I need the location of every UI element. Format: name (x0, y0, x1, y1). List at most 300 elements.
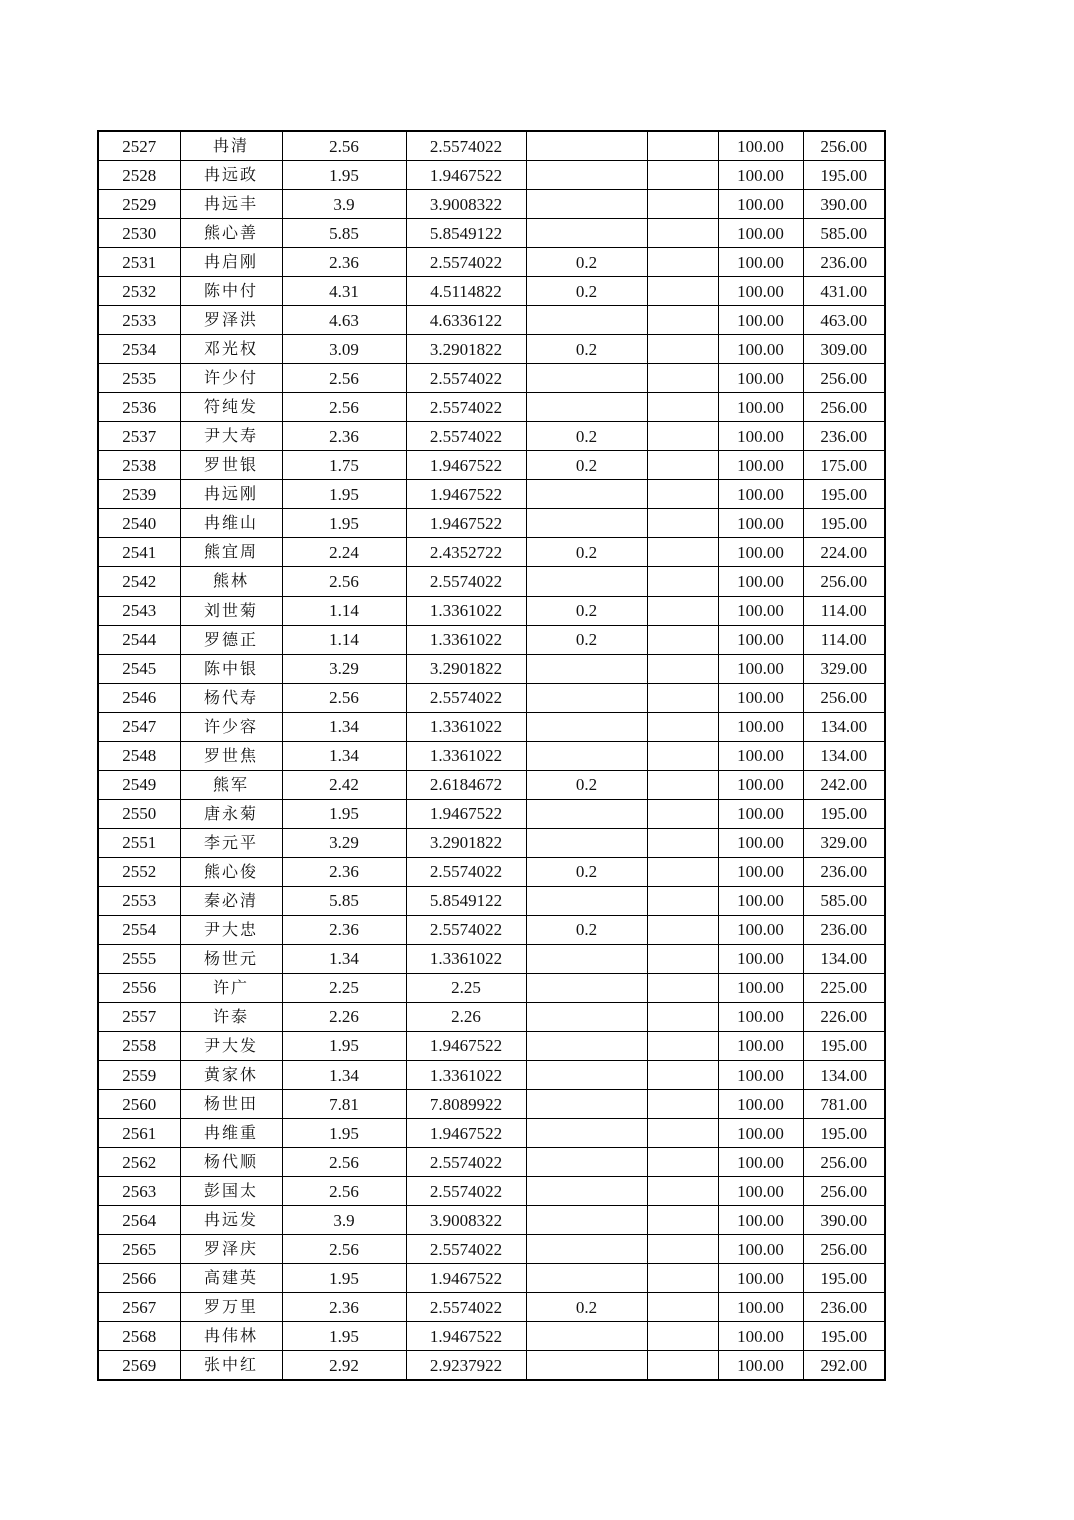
rate-cell: 100.00 (718, 190, 803, 219)
rate-cell: 100.00 (718, 131, 803, 161)
row-number-cell: 2562 (98, 1148, 180, 1177)
blank-cell (647, 1090, 718, 1119)
blank-cell (647, 1235, 718, 1264)
area-cell: 2.24 (282, 538, 406, 567)
adjustment-cell (526, 1177, 647, 1206)
area-cell: 3.29 (282, 654, 406, 683)
row-number-cell: 2557 (98, 1002, 180, 1031)
table-row (98, 915, 885, 944)
adjustment-cell (526, 1351, 647, 1381)
blank-cell (647, 1293, 718, 1322)
name-cell: 冉远刚 (180, 480, 282, 509)
row-number-cell: 2527 (98, 131, 180, 161)
row-number-cell: 2546 (98, 683, 180, 712)
row-number-cell: 2555 (98, 944, 180, 973)
amount-cell: 256.00 (803, 567, 885, 596)
table-row (98, 393, 885, 422)
blank-cell (647, 1061, 718, 1090)
measured-area-cell: 2.5574022 (406, 393, 526, 422)
blank-cell (647, 131, 718, 161)
row-number-cell: 2529 (98, 190, 180, 219)
adjustment-cell (526, 1235, 647, 1264)
blank-cell (647, 393, 718, 422)
name-cell: 杨代顺 (180, 1148, 282, 1177)
name-cell: 尹大寿 (180, 422, 282, 451)
blank-cell (647, 625, 718, 654)
table-row (98, 1264, 885, 1293)
rate-cell: 100.00 (718, 886, 803, 915)
row-number-cell: 2528 (98, 161, 180, 190)
name-cell: 冉维山 (180, 509, 282, 538)
measured-area-cell: 1.3361022 (406, 741, 526, 770)
name-cell: 符纯发 (180, 393, 282, 422)
name-cell: 张中红 (180, 1351, 282, 1381)
row-number-cell: 2553 (98, 886, 180, 915)
amount-cell: 226.00 (803, 1002, 885, 1031)
blank-cell (647, 712, 718, 741)
adjustment-cell: 0.2 (526, 248, 647, 277)
table-row (98, 741, 885, 770)
amount-cell: 292.00 (803, 1351, 885, 1381)
name-cell: 陈中付 (180, 277, 282, 306)
blank-cell (647, 1002, 718, 1031)
table-row (98, 1090, 885, 1119)
row-number-cell: 2554 (98, 915, 180, 944)
area-cell: 2.56 (282, 131, 406, 161)
row-number-cell: 2540 (98, 509, 180, 538)
row-number-cell: 2564 (98, 1206, 180, 1235)
amount-cell: 236.00 (803, 248, 885, 277)
row-number-cell: 2563 (98, 1177, 180, 1206)
blank-cell (647, 1206, 718, 1235)
row-number-cell: 2569 (98, 1351, 180, 1381)
table-row (98, 654, 885, 683)
table-row (98, 1322, 885, 1351)
adjustment-cell (526, 219, 647, 248)
rate-cell: 100.00 (718, 1148, 803, 1177)
name-cell: 秦必清 (180, 886, 282, 915)
area-cell: 7.81 (282, 1090, 406, 1119)
row-number-cell: 2530 (98, 219, 180, 248)
amount-cell: 236.00 (803, 857, 885, 886)
adjustment-cell: 0.2 (526, 277, 647, 306)
blank-cell (647, 1322, 718, 1351)
area-cell: 1.95 (282, 480, 406, 509)
name-cell: 唐永菊 (180, 799, 282, 828)
rate-cell: 100.00 (718, 1119, 803, 1148)
blank-cell (647, 1148, 718, 1177)
area-cell: 4.63 (282, 306, 406, 335)
adjustment-cell (526, 480, 647, 509)
name-cell: 冉远发 (180, 1206, 282, 1235)
table-row (98, 625, 885, 654)
measured-area-cell: 2.5574022 (406, 567, 526, 596)
table-row (98, 1002, 885, 1031)
blank-cell (647, 828, 718, 857)
amount-cell: 195.00 (803, 1119, 885, 1148)
rate-cell: 100.00 (718, 1322, 803, 1351)
area-cell: 1.34 (282, 1061, 406, 1090)
row-number-cell: 2560 (98, 1090, 180, 1119)
adjustment-cell (526, 973, 647, 1002)
measured-area-cell: 1.9467522 (406, 1322, 526, 1351)
amount-cell: 134.00 (803, 712, 885, 741)
measured-area-cell: 1.3361022 (406, 596, 526, 625)
rate-cell: 100.00 (718, 973, 803, 1002)
row-number-cell: 2545 (98, 654, 180, 683)
name-cell: 罗万里 (180, 1293, 282, 1322)
name-cell: 冉伟林 (180, 1322, 282, 1351)
blank-cell (647, 509, 718, 538)
blank-cell (647, 683, 718, 712)
rate-cell: 100.00 (718, 1351, 803, 1381)
adjustment-cell (526, 1061, 647, 1090)
amount-cell: 134.00 (803, 944, 885, 973)
blank-cell (647, 1119, 718, 1148)
adjustment-cell (526, 161, 647, 190)
row-number-cell: 2538 (98, 451, 180, 480)
amount-cell: 781.00 (803, 1090, 885, 1119)
amount-cell: 224.00 (803, 538, 885, 567)
adjustment-cell: 0.2 (526, 770, 647, 799)
rate-cell: 100.00 (718, 1090, 803, 1119)
measured-area-cell: 2.4352722 (406, 538, 526, 567)
row-number-cell: 2551 (98, 828, 180, 857)
blank-cell (647, 944, 718, 973)
table-row (98, 857, 885, 886)
name-cell: 刘世菊 (180, 596, 282, 625)
rate-cell: 100.00 (718, 857, 803, 886)
measured-area-cell: 1.3361022 (406, 625, 526, 654)
name-cell: 黄家休 (180, 1061, 282, 1090)
row-number-cell: 2558 (98, 1031, 180, 1060)
table-row (98, 799, 885, 828)
rate-cell: 100.00 (718, 712, 803, 741)
table-row (98, 422, 885, 451)
amount-cell: 134.00 (803, 1061, 885, 1090)
row-number-cell: 2548 (98, 741, 180, 770)
rate-cell: 100.00 (718, 364, 803, 393)
rate-cell: 100.00 (718, 770, 803, 799)
row-number-cell: 2549 (98, 770, 180, 799)
measured-area-cell: 2.6184672 (406, 770, 526, 799)
area-cell: 2.36 (282, 915, 406, 944)
name-cell: 李元平 (180, 828, 282, 857)
adjustment-cell (526, 654, 647, 683)
area-cell: 1.14 (282, 596, 406, 625)
rate-cell: 100.00 (718, 1206, 803, 1235)
rate-cell: 100.00 (718, 509, 803, 538)
name-cell: 熊宜周 (180, 538, 282, 567)
adjustment-cell (526, 1322, 647, 1351)
name-cell: 熊林 (180, 567, 282, 596)
adjustment-cell: 0.2 (526, 596, 647, 625)
rate-cell: 100.00 (718, 422, 803, 451)
table-row (98, 1177, 885, 1206)
rate-cell: 100.00 (718, 451, 803, 480)
adjustment-cell: 0.2 (526, 857, 647, 886)
table-body (98, 131, 885, 1380)
blank-cell (647, 1031, 718, 1060)
adjustment-cell: 0.2 (526, 451, 647, 480)
measured-area-cell: 2.5574022 (406, 857, 526, 886)
area-cell: 1.95 (282, 509, 406, 538)
area-cell: 2.25 (282, 973, 406, 1002)
rate-cell: 100.00 (718, 915, 803, 944)
measured-area-cell: 2.26 (406, 1002, 526, 1031)
area-cell: 2.56 (282, 1148, 406, 1177)
table-row (98, 567, 885, 596)
measured-area-cell: 2.25 (406, 973, 526, 1002)
amount-cell: 329.00 (803, 654, 885, 683)
area-cell: 2.56 (282, 1177, 406, 1206)
amount-cell: 256.00 (803, 1148, 885, 1177)
name-cell: 罗世焦 (180, 741, 282, 770)
amount-cell: 195.00 (803, 799, 885, 828)
row-number-cell: 2539 (98, 480, 180, 509)
measured-area-cell: 1.9467522 (406, 1264, 526, 1293)
name-cell: 尹大发 (180, 1031, 282, 1060)
adjustment-cell (526, 364, 647, 393)
measured-area-cell: 1.9467522 (406, 1031, 526, 1060)
amount-cell: 195.00 (803, 161, 885, 190)
name-cell: 杨世田 (180, 1090, 282, 1119)
rate-cell: 100.00 (718, 1264, 803, 1293)
amount-cell: 329.00 (803, 828, 885, 857)
row-number-cell: 2536 (98, 393, 180, 422)
area-cell: 1.34 (282, 944, 406, 973)
row-number-cell: 2552 (98, 857, 180, 886)
area-cell: 3.9 (282, 190, 406, 219)
measured-area-cell: 1.9467522 (406, 161, 526, 190)
blank-cell (647, 306, 718, 335)
name-cell: 尹大忠 (180, 915, 282, 944)
area-cell: 5.85 (282, 219, 406, 248)
amount-cell: 236.00 (803, 1293, 885, 1322)
rate-cell: 100.00 (718, 741, 803, 770)
name-cell: 高建英 (180, 1264, 282, 1293)
area-cell: 2.56 (282, 567, 406, 596)
measured-area-cell: 5.8549122 (406, 886, 526, 915)
area-cell: 2.56 (282, 1235, 406, 1264)
blank-cell (647, 886, 718, 915)
blank-cell (647, 973, 718, 1002)
measured-area-cell: 2.5574022 (406, 683, 526, 712)
rate-cell: 100.00 (718, 277, 803, 306)
table-row (98, 944, 885, 973)
table-row (98, 828, 885, 857)
blank-cell (647, 190, 718, 219)
area-cell: 3.29 (282, 828, 406, 857)
blank-cell (647, 364, 718, 393)
table-row (98, 1351, 885, 1381)
area-cell: 2.36 (282, 1293, 406, 1322)
table-row (98, 509, 885, 538)
adjustment-cell (526, 741, 647, 770)
table-row (98, 1206, 885, 1235)
table-row (98, 1119, 885, 1148)
adjustment-cell: 0.2 (526, 335, 647, 364)
blank-cell (647, 161, 718, 190)
name-cell: 罗泽洪 (180, 306, 282, 335)
table-row (98, 886, 885, 915)
amount-cell: 195.00 (803, 1031, 885, 1060)
name-cell: 冉远丰 (180, 190, 282, 219)
table-row (98, 973, 885, 1002)
adjustment-cell (526, 393, 647, 422)
blank-cell (647, 770, 718, 799)
rate-cell: 100.00 (718, 335, 803, 364)
measured-area-cell: 2.5574022 (406, 915, 526, 944)
row-number-cell: 2559 (98, 1061, 180, 1090)
area-cell: 1.95 (282, 799, 406, 828)
table-row (98, 538, 885, 567)
row-number-cell: 2532 (98, 277, 180, 306)
measured-area-cell: 1.3361022 (406, 712, 526, 741)
adjustment-cell (526, 683, 647, 712)
rate-cell: 100.00 (718, 625, 803, 654)
measured-area-cell: 3.2901822 (406, 335, 526, 364)
table-row (98, 480, 885, 509)
amount-cell: 390.00 (803, 1206, 885, 1235)
rate-cell: 100.00 (718, 161, 803, 190)
rate-cell: 100.00 (718, 393, 803, 422)
measured-area-cell: 1.9467522 (406, 480, 526, 509)
area-cell: 1.34 (282, 712, 406, 741)
measured-area-cell: 4.5114822 (406, 277, 526, 306)
table-row (98, 770, 885, 799)
row-number-cell: 2567 (98, 1293, 180, 1322)
row-number-cell: 2547 (98, 712, 180, 741)
name-cell: 冉维重 (180, 1119, 282, 1148)
rate-cell: 100.00 (718, 1031, 803, 1060)
amount-cell: 195.00 (803, 480, 885, 509)
row-number-cell: 2541 (98, 538, 180, 567)
rate-cell: 100.00 (718, 654, 803, 683)
name-cell: 冉远政 (180, 161, 282, 190)
measured-area-cell: 2.5574022 (406, 422, 526, 451)
rate-cell: 100.00 (718, 248, 803, 277)
adjustment-cell (526, 1264, 647, 1293)
measured-area-cell: 2.5574022 (406, 1148, 526, 1177)
table-row (98, 683, 885, 712)
table-row (98, 277, 885, 306)
measured-area-cell: 3.2901822 (406, 828, 526, 857)
measured-area-cell: 2.5574022 (406, 1293, 526, 1322)
area-cell: 1.34 (282, 741, 406, 770)
adjustment-cell (526, 944, 647, 973)
adjustment-cell (526, 1206, 647, 1235)
blank-cell (647, 1351, 718, 1381)
blank-cell (647, 248, 718, 277)
rate-cell: 100.00 (718, 538, 803, 567)
measured-area-cell: 2.5574022 (406, 1235, 526, 1264)
measured-area-cell: 3.9008322 (406, 1206, 526, 1235)
measured-area-cell: 1.9467522 (406, 799, 526, 828)
amount-cell: 195.00 (803, 1322, 885, 1351)
amount-cell: 463.00 (803, 306, 885, 335)
name-cell: 熊军 (180, 770, 282, 799)
blank-cell (647, 596, 718, 625)
blank-cell (647, 799, 718, 828)
rate-cell: 100.00 (718, 683, 803, 712)
name-cell: 冉启刚 (180, 248, 282, 277)
blank-cell (647, 277, 718, 306)
measured-area-cell: 2.5574022 (406, 248, 526, 277)
blank-cell (647, 480, 718, 509)
area-cell: 5.85 (282, 886, 406, 915)
measured-area-cell: 5.8549122 (406, 219, 526, 248)
blank-cell (647, 451, 718, 480)
table-row (98, 190, 885, 219)
rate-cell: 100.00 (718, 1002, 803, 1031)
table-row (98, 335, 885, 364)
blank-cell (647, 1177, 718, 1206)
area-cell: 2.36 (282, 422, 406, 451)
area-cell: 2.42 (282, 770, 406, 799)
measured-area-cell: 2.5574022 (406, 131, 526, 161)
amount-cell: 256.00 (803, 1235, 885, 1264)
adjustment-cell (526, 1148, 647, 1177)
rate-cell: 100.00 (718, 944, 803, 973)
measured-area-cell: 3.9008322 (406, 190, 526, 219)
name-cell: 杨世元 (180, 944, 282, 973)
name-cell: 彭国太 (180, 1177, 282, 1206)
blank-cell (647, 422, 718, 451)
rate-cell: 100.00 (718, 1235, 803, 1264)
adjustment-cell (526, 828, 647, 857)
measured-area-cell: 1.9467522 (406, 1119, 526, 1148)
area-cell: 1.95 (282, 1264, 406, 1293)
amount-cell: 175.00 (803, 451, 885, 480)
rate-cell: 100.00 (718, 828, 803, 857)
blank-cell (647, 538, 718, 567)
table-row (98, 219, 885, 248)
rate-cell: 100.00 (718, 1293, 803, 1322)
area-cell: 4.31 (282, 277, 406, 306)
measured-area-cell: 1.9467522 (406, 509, 526, 538)
table-row (98, 248, 885, 277)
blank-cell (647, 335, 718, 364)
adjustment-cell: 0.2 (526, 915, 647, 944)
blank-cell (647, 654, 718, 683)
table-row (98, 712, 885, 741)
row-number-cell: 2535 (98, 364, 180, 393)
measured-area-cell: 4.6336122 (406, 306, 526, 335)
area-cell: 2.36 (282, 857, 406, 886)
amount-cell: 256.00 (803, 683, 885, 712)
amount-cell: 236.00 (803, 422, 885, 451)
row-number-cell: 2533 (98, 306, 180, 335)
row-number-cell: 2542 (98, 567, 180, 596)
amount-cell: 242.00 (803, 770, 885, 799)
name-cell: 邓光权 (180, 335, 282, 364)
table-row (98, 161, 885, 190)
area-cell: 2.92 (282, 1351, 406, 1381)
adjustment-cell (526, 509, 647, 538)
adjustment-cell (526, 1119, 647, 1148)
table-row (98, 1235, 885, 1264)
name-cell: 许少容 (180, 712, 282, 741)
table-row (98, 306, 885, 335)
adjustment-cell (526, 567, 647, 596)
blank-cell (647, 857, 718, 886)
table-row (98, 1293, 885, 1322)
amount-cell: 256.00 (803, 131, 885, 161)
row-number-cell: 2544 (98, 625, 180, 654)
table-row (98, 451, 885, 480)
measured-area-cell: 7.8089922 (406, 1090, 526, 1119)
